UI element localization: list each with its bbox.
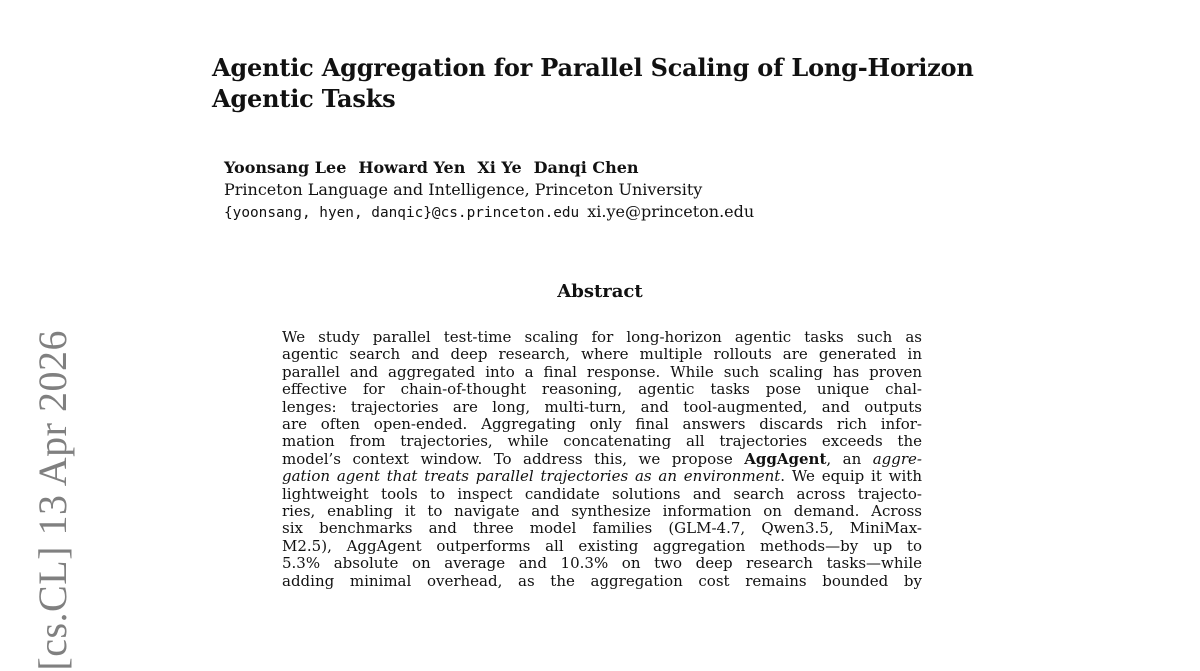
- abstract-line: are often open-ended. Aggregating only final answers discards rich infor-: [282, 415, 922, 434]
- abstract-text: model’s context window. To address this, we propose: [282, 449, 745, 468]
- author-name: Yoonsang Lee: [224, 158, 347, 177]
- abstract-line: [282, 468, 922, 485]
- abstract-body: [282, 329, 922, 590]
- abstract-line: six benchmarks and three model families (GLM-4.7, Qwen3.5, MiniMax-: [282, 519, 922, 538]
- email-single: xi.ye@princeton.edu: [587, 202, 755, 221]
- abstract-line: parallel and aggregated into a final response. While such scaling has proven: [282, 362, 922, 381]
- paper-title: [212, 52, 1012, 114]
- paper-title-line-1: Agentic Aggregation for Parallel Scaling of Long-Horizon: [212, 53, 974, 82]
- abstract-line: 5.3% absolute on average and 10.3% on two deep research tasks—while: [282, 554, 922, 573]
- author-list: [224, 158, 639, 178]
- abstract-line: lenges: trajectories are long, multi-turn, and tool-augmented, and outputs: [282, 397, 922, 416]
- abstract-text: , an: [826, 449, 873, 468]
- paper-title-line-2: Agentic Tasks: [212, 84, 396, 113]
- method-name: AggAgent: [744, 449, 827, 468]
- author-name: Danqi Chen: [533, 158, 639, 177]
- abstract-line: lightweight tools to inspect candidate solutions and search across trajecto-: [282, 484, 922, 503]
- arxiv-stamp: [cs.CL] 13 Apr 2026: [30, 330, 75, 671]
- abstract-emphasis: aggre-: [872, 449, 922, 468]
- abstract-heading: Abstract: [557, 281, 643, 302]
- abstract-line: We study parallel test-time scaling for long-horizon agentic tasks such as: [282, 328, 922, 346]
- abstract-line: M2.5), AggAgent outperforms all existing aggregation methods—by up to: [282, 536, 922, 555]
- author-name: Xi Ye: [477, 158, 522, 177]
- abstract-line: mation from trajectories, while concatenating all trajectories exceeds the: [282, 432, 922, 451]
- abstract-line: adding minimal overhead, as the aggregation cost remains bounded by: [282, 571, 922, 590]
- abstract-text: . We equip it with: [780, 467, 922, 486]
- email-group: {yoonsang, hyen, danqic}@cs.princeton.edu: [224, 205, 580, 221]
- author-emails: [224, 202, 754, 223]
- abstract-line: ries, enabling it to navigate and synthesize information on demand. Across: [282, 502, 922, 521]
- author-name: Howard Yen: [358, 158, 466, 177]
- abstract-line: agentic search and deep research, where multiple rollouts are generated in: [282, 345, 922, 364]
- abstract-emphasis: gation agent that treats parallel trajectories as an environment: [282, 467, 781, 486]
- abstract-line: effective for chain-of-thought reasoning, agentic tasks pose unique chal-: [282, 380, 922, 399]
- affiliation: Princeton Language and Intelligence, Princeton University: [224, 180, 703, 199]
- abstract-line: [282, 451, 922, 468]
